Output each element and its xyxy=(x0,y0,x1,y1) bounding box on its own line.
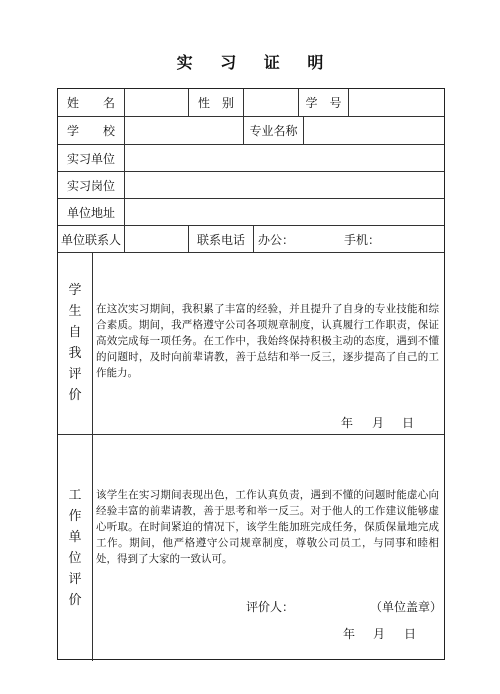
student-id-label: 学 号 xyxy=(305,96,342,110)
self-evaluation-label-char: 价 xyxy=(68,388,82,403)
major-field[interactable] xyxy=(304,117,445,144)
unit-evaluation-label-char: 评 xyxy=(68,571,82,587)
internship-post-label: 实习岗位 xyxy=(66,178,115,193)
internship-certificate-form xyxy=(57,88,445,660)
name-field[interactable] xyxy=(125,89,188,116)
major-label: 专业名称 xyxy=(249,124,298,138)
self-evaluation-date-day: 日 xyxy=(402,416,415,430)
unit-evaluation-label-char: 工 xyxy=(68,487,82,503)
column-divider xyxy=(253,225,254,252)
unit-evaluation-date-year: 年 xyxy=(343,627,356,641)
name-label: 姓 名 xyxy=(66,96,115,110)
mobile-phone-field[interactable] xyxy=(344,226,444,252)
unit-evaluation-label xyxy=(58,434,92,661)
column-divider xyxy=(92,252,93,661)
internship-post-field[interactable] xyxy=(125,172,445,198)
self-evaluation-text[interactable]: 在这次实习期间，我积累了丰富的经验，并且提升了自身的专业技能和综合素质。期间，我严格遵守公司各项规章制度，认真履行工作职责，保证高效完成每一项任务。在工作中，我始终保持积极主动的态度，遇到不懂的问题时，及时向前辈请教，善于总结和举一反三，逐步提高了自己的工作能力。 xyxy=(96,303,439,379)
unit-evaluation-text[interactable]: 该学生在实习期间表现出色，工作认真负责，遇到不懂的问题时能虚心向经验丰富的前辈请教，善于思考和举一反三。对于他人的工作建议能够虚心听取。在时间紧迫的情况下，该学生能加班完成任务，保质保量地完成工作。期间，他严格遵守公司规章制度，尊敬公司员工，与同事和睦相处，得到了大家的一致认可。 xyxy=(96,489,439,565)
unit-evaluation-date-day: 日 xyxy=(404,627,417,641)
mobile-phone-label: 手机： xyxy=(344,232,381,247)
evaluator-label: 评价人： xyxy=(246,600,295,614)
school-field[interactable] xyxy=(125,117,243,144)
unit-evaluation-label-char: 单 xyxy=(68,529,82,545)
unit-evaluation-label-char: 作 xyxy=(68,508,82,524)
unit-address-field[interactable] xyxy=(125,199,445,225)
student-id-field[interactable] xyxy=(349,89,445,116)
office-phone-field[interactable] xyxy=(258,226,338,252)
unit-evaluation-label-char: 位 xyxy=(68,550,82,566)
unit-evaluation-date-month: 月 xyxy=(373,627,386,641)
unit-stamp-label: （单位盖章） xyxy=(370,600,443,614)
self-evaluation-label-char: 生 xyxy=(68,304,82,319)
phone-label: 联系电话 xyxy=(196,232,245,247)
self-evaluation-label xyxy=(58,252,92,434)
self-evaluation-label-char: 学 xyxy=(68,283,82,298)
unit-contact-field[interactable] xyxy=(125,226,188,252)
internship-unit-field[interactable] xyxy=(125,145,445,171)
row-divider xyxy=(58,252,444,253)
row-divider xyxy=(58,434,444,435)
self-evaluation-date-year: 年 xyxy=(341,416,354,430)
self-evaluation-label-char: 自 xyxy=(68,325,82,340)
gender-label: 性 别 xyxy=(197,96,234,110)
school-label: 学 校 xyxy=(66,124,115,138)
page-title: 实 习 证 明 xyxy=(176,53,335,72)
unit-address-label: 单位地址 xyxy=(66,205,115,220)
self-evaluation-date-month: 月 xyxy=(372,416,385,430)
unit-evaluation-label-char: 价 xyxy=(68,592,82,608)
unit-contact-label: 单位联系人 xyxy=(60,232,121,247)
internship-unit-label: 实习单位 xyxy=(66,151,115,166)
office-phone-label: 办公： xyxy=(258,232,295,247)
self-evaluation-label-char: 评 xyxy=(68,367,82,382)
self-evaluation-label-char: 我 xyxy=(68,346,82,361)
gender-field[interactable] xyxy=(244,89,298,116)
